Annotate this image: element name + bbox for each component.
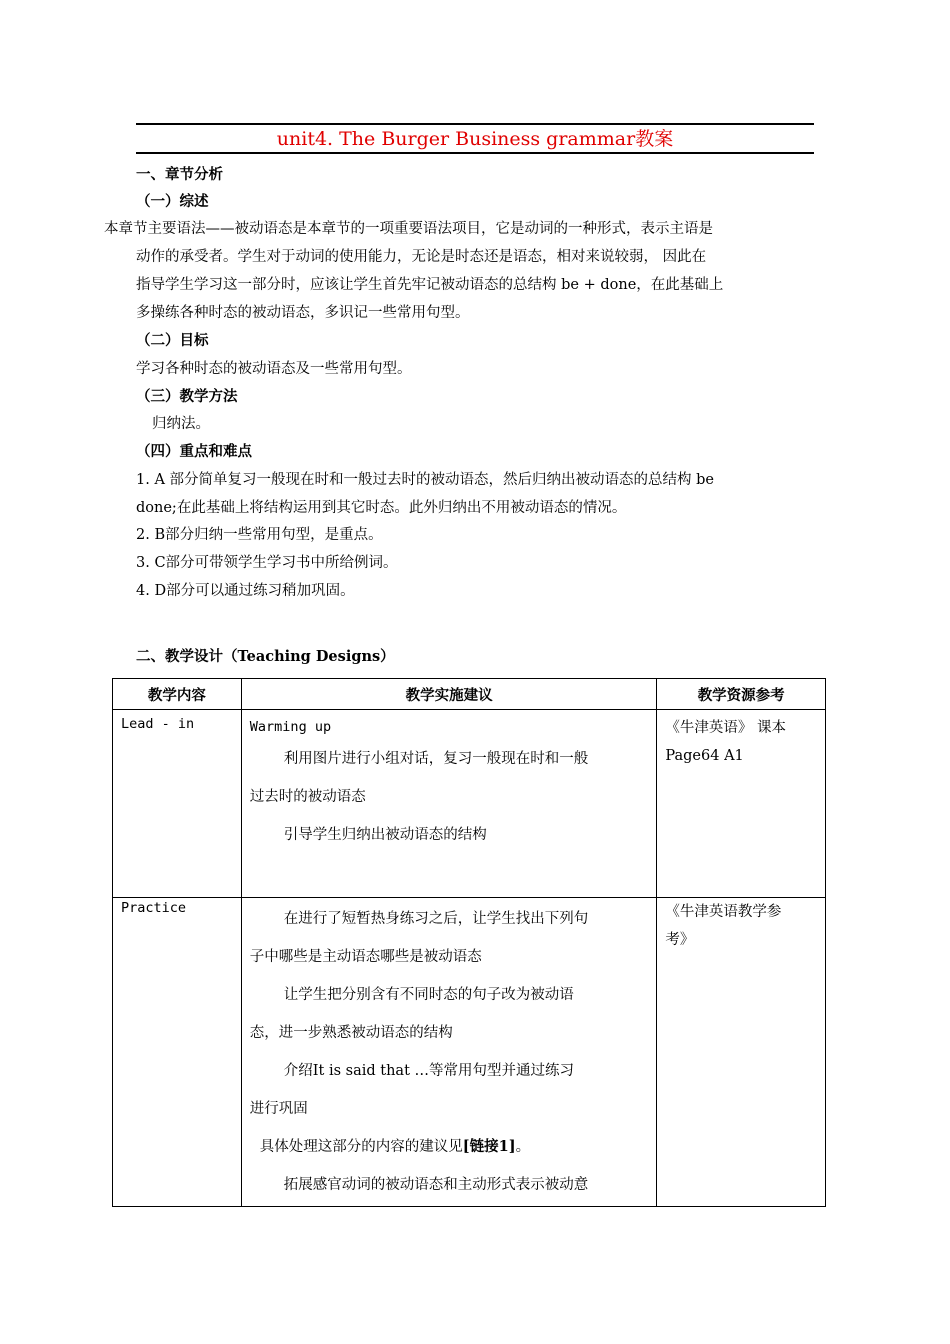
key-point-2: 2. B部分归纳一些常用句型，是重点。 [136,527,383,543]
row-content-cell [113,898,242,1207]
document-title: unit4. The Burger Business grammar教案 [276,128,674,150]
suggestion-line: 介绍It is said that …等常用句型并通过练习 [283,1063,575,1079]
suggestion-line: 引导学生归纳出被动语态的结构 [283,827,487,843]
overview-line: 动作的承受者。学生对于动词的使用能力，无论是时态还是语态，相对来说较弱， 因此在 [136,249,707,265]
overview-subheading: （一）综述 [136,193,209,210]
suggestion-line: 进行巩固 [249,1101,308,1117]
section2-heading: 二、教学设计（Teaching Designs） [136,648,395,665]
title-bottom-rule [136,152,814,154]
suggestion-line: 态，进一步熟悉被动语态的结构 [249,1025,453,1041]
resource-line: 《牛津英语》 课本 [665,720,786,736]
method-text: 归纳法。 [152,416,210,432]
suggestion-line [250,1128,649,1166]
header-resource: 教学资源参考 [657,679,826,710]
suggestion-line: 过去时的被动语态 [249,789,366,805]
key-points-subheading: （四）重点和难点 [136,443,252,460]
row-suggestion-cell [241,710,657,898]
title-top-rule [136,123,814,125]
row-content-text: Practice [121,900,187,916]
key-point-3: 3. C部分可带领学生学习书中所给例词。 [136,555,398,571]
key-point-1: 1. A 部分简单复习一般现在时和一般过去时的被动语态，然后归纳出被动语态的总结构 be [136,472,714,488]
resource-line: Page64 A1 [665,748,744,764]
key-point-4: 4. D部分可以通过练习稍加巩固。 [136,583,355,599]
row-resource-cell [657,898,826,1207]
header-suggestion: 教学实施建议 [241,679,657,710]
goal-subheading: （二）目标 [136,332,209,349]
overview-paragraph [104,215,816,327]
suggestion-link-suffix: 。 [515,1139,531,1155]
suggestion-line: 子中哪些是主动语态哪些是被动语态 [249,949,482,965]
resource-line: 考》 [665,932,695,948]
suggestion-line: 在进行了短暂热身练习之后，让学生找出下列句 [283,911,589,927]
resource-line: 《牛津英语教学参 [665,904,782,920]
table-row [113,898,826,1207]
suggestion-title: Warming up [249,719,332,735]
teaching-design-table [112,678,826,1207]
row-resource-cell [657,710,826,898]
suggestion-line: 拓展感官动词的被动语态和主动形式表示被动意 [283,1177,589,1193]
suggestion-line: 让学生把分别含有不同时态的句子改为被动语 [283,987,574,1003]
link-1[interactable]: [链接1] [462,1138,516,1155]
section1-heading: 一、章节分析 [136,166,223,183]
table-header-row [113,679,826,710]
overview-line: 指导学生学习这一部分时，应该让学生首先牢记被动语态的总结构 be + done，在此基础上 [136,277,724,293]
suggestion-link-prefix: 具体处理这部分的内容的建议见 [259,1139,463,1155]
overview-line: 本章节主要语法——被动语态是本章节的一项重要语法项目，它是动词的一种形式，表示主语是 [104,221,713,237]
row-content-text: Lead - in [121,716,195,732]
table-row [113,710,826,898]
overview-line: 多操练各种时态的被动语态，多识记一些常用句型。 [136,305,470,321]
header-content: 教学内容 [113,679,242,710]
goal-text: 学习各种时态的被动语态及一些常用句型。 [136,361,412,377]
key-point-1-cont: done;在此基础上将结构运用到其它时态。此外归纳出不用被动语态的情况。 [136,500,627,516]
suggestion-line: 利用图片进行小组对话，复习一般现在时和一般 [283,751,589,767]
method-subheading: （三）教学方法 [136,388,238,405]
row-content-cell [113,710,242,898]
row-suggestion-cell [241,898,657,1207]
